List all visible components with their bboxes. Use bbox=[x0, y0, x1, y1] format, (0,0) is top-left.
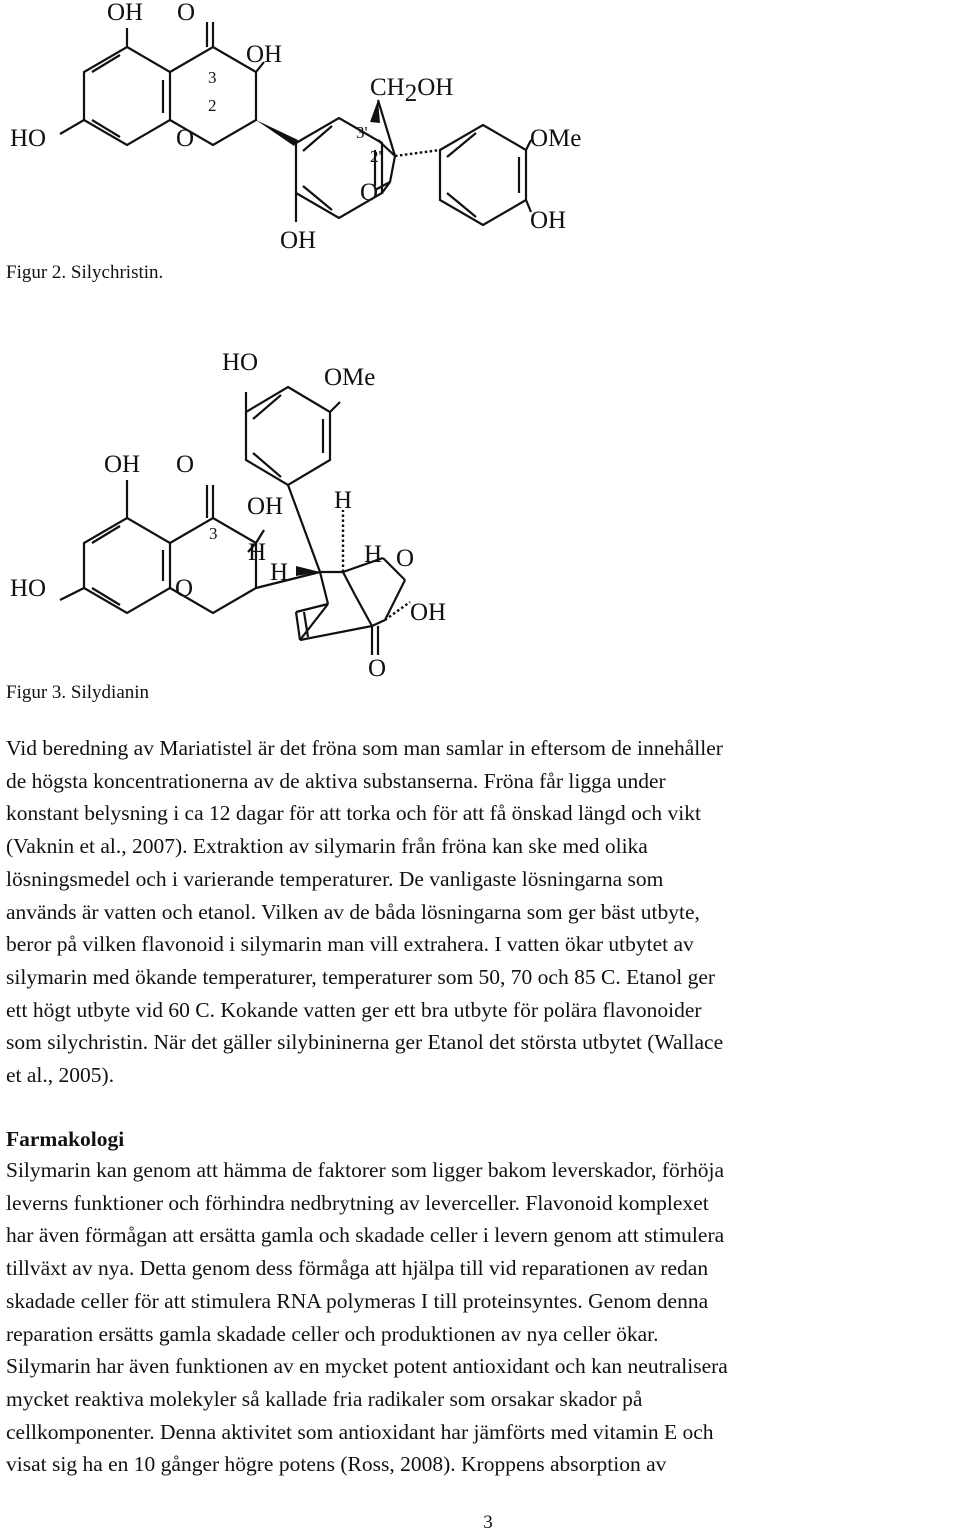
label-ch2oh: CH2OH bbox=[370, 74, 454, 107]
text-line: de högsta koncentrationerna av de aktiva substanserna. Fröna får ligga under bbox=[6, 768, 666, 793]
text-line: tillväxt av nya. Detta genom dess förmåga att hjälpa till vid reparationen av redan bbox=[6, 1256, 709, 1281]
text-line: har även förmågan att ersätta gamla och skadade celler i levern genom att stimulera bbox=[6, 1223, 725, 1248]
label-o-top: O bbox=[176, 451, 195, 478]
text-line: mycket reaktiva molekyler så kallade fria radikaler som orsakar skador på bbox=[6, 1386, 643, 1411]
paragraph-pharmacology bbox=[6, 1154, 960, 1481]
text-line: cellkomponenter. Denna aktivitet som antioxidant har jämförts med vitamin E och bbox=[6, 1419, 714, 1444]
label-h-4: H bbox=[364, 541, 383, 568]
text-line: Vid beredning av Mariatistel är det fröna som man samlar in eftersom de innehåller bbox=[6, 736, 723, 760]
text-line: konstant belysning i ca 12 dagar för att torka och för att få önskad längd och vikt bbox=[6, 801, 701, 826]
text-line: Silymarin kan genom att hämma de faktorer som ligger bakom leverskador, förhöja bbox=[6, 1158, 724, 1182]
figure-3-caption: Figur 3. Silydianin bbox=[6, 682, 150, 703]
label-o-keto: O bbox=[368, 655, 387, 682]
text-line: lösningsmedel och i varierande temperaturer. De vanligaste lösningarna som bbox=[6, 866, 664, 891]
text-line: reparation ersätts gamla skadade celler och produktionen av nya celler ökar. bbox=[6, 1321, 659, 1346]
label-h-1: H bbox=[248, 539, 267, 566]
page-number: 3 bbox=[483, 1512, 493, 1533]
text-line: används är vatten och etanol. Vilken av de båda lösningarna som ger bäst utbyte, bbox=[6, 899, 700, 924]
ring-a bbox=[84, 518, 170, 613]
label-oh-bottom: OH bbox=[280, 227, 317, 254]
text-line: leverns funktioner och förhindra nedbrytning av leverceller. Flavonoid komplexet bbox=[6, 1190, 709, 1215]
label-oh-top: OH bbox=[107, 0, 144, 26]
text-line: et al., 2005). bbox=[6, 1063, 115, 1088]
text-line: ett högt utbyte vid 60 C. Kokande vatten ger ett bra utbyte för polära flavonoider bbox=[6, 997, 702, 1022]
text-line: visat sig ha en 10 gånger högre potens (Ross, 2008). Kroppens absorption av bbox=[6, 1452, 667, 1477]
figure-2-caption: Figur 2. Silychristin. bbox=[6, 262, 164, 283]
label-oh-top: OH bbox=[104, 451, 141, 478]
label-num-3: 3 bbox=[209, 524, 218, 543]
label-o-ring: O bbox=[176, 125, 195, 152]
text-line: som silychristin. När det gäller silybininerna ger Etanol det största utbytet (Wallace bbox=[6, 1030, 724, 1055]
label-oh-right: OH bbox=[410, 599, 447, 626]
label-ho-left: HO bbox=[10, 125, 47, 152]
label-num-2: 2 bbox=[208, 96, 217, 115]
label-num-3: 3 bbox=[208, 68, 217, 87]
text-line: skadade celler för att stimulera RNA polymeras I till proteinsyntes. Genom denna bbox=[6, 1288, 709, 1313]
label-ho-top: HO bbox=[222, 349, 259, 376]
label-num-3p: 3' bbox=[356, 123, 368, 142]
label-h-3: H bbox=[334, 487, 353, 514]
text-line: Silymarin har även funktionen av en mycket potent antioxidant och kan neutralisera bbox=[6, 1354, 728, 1379]
ring-f bbox=[440, 125, 526, 225]
label-ho-left: HO bbox=[10, 575, 47, 602]
text-line: silymarin med ökande temperaturer, temperaturer som 50, 70 och 85 C. Etanol ger bbox=[6, 964, 716, 989]
section-heading: Farmakologi bbox=[6, 1127, 125, 1151]
label-ome: OMe bbox=[324, 364, 376, 391]
label-oh-right: OH bbox=[530, 207, 567, 234]
label-h-2: H bbox=[270, 559, 289, 586]
label-num-2p: 2' bbox=[370, 147, 382, 166]
label-oh-c3: OH bbox=[246, 41, 283, 68]
label-oh-c3: OH bbox=[247, 493, 284, 520]
text-line: (Vaknin et al., 2007). Extraktion av silymarin från fröna kan ske med olika bbox=[6, 834, 648, 859]
label-o-top: O bbox=[177, 0, 196, 26]
label-ome: OMe bbox=[530, 125, 582, 152]
ring-a bbox=[84, 47, 170, 145]
ring-top bbox=[246, 387, 330, 485]
label-o-furan: O bbox=[360, 179, 379, 206]
label-o-bridge: O bbox=[396, 545, 415, 572]
paragraph-extraction bbox=[6, 732, 960, 1092]
label-o-ring: O bbox=[175, 575, 194, 602]
silychristin-structure bbox=[0, 0, 960, 260]
text-line: beror på vilken flavonoid i silymarin man vill extrahera. I vatten ökar utbytet av bbox=[6, 932, 694, 957]
silydianin-structure bbox=[0, 330, 960, 680]
